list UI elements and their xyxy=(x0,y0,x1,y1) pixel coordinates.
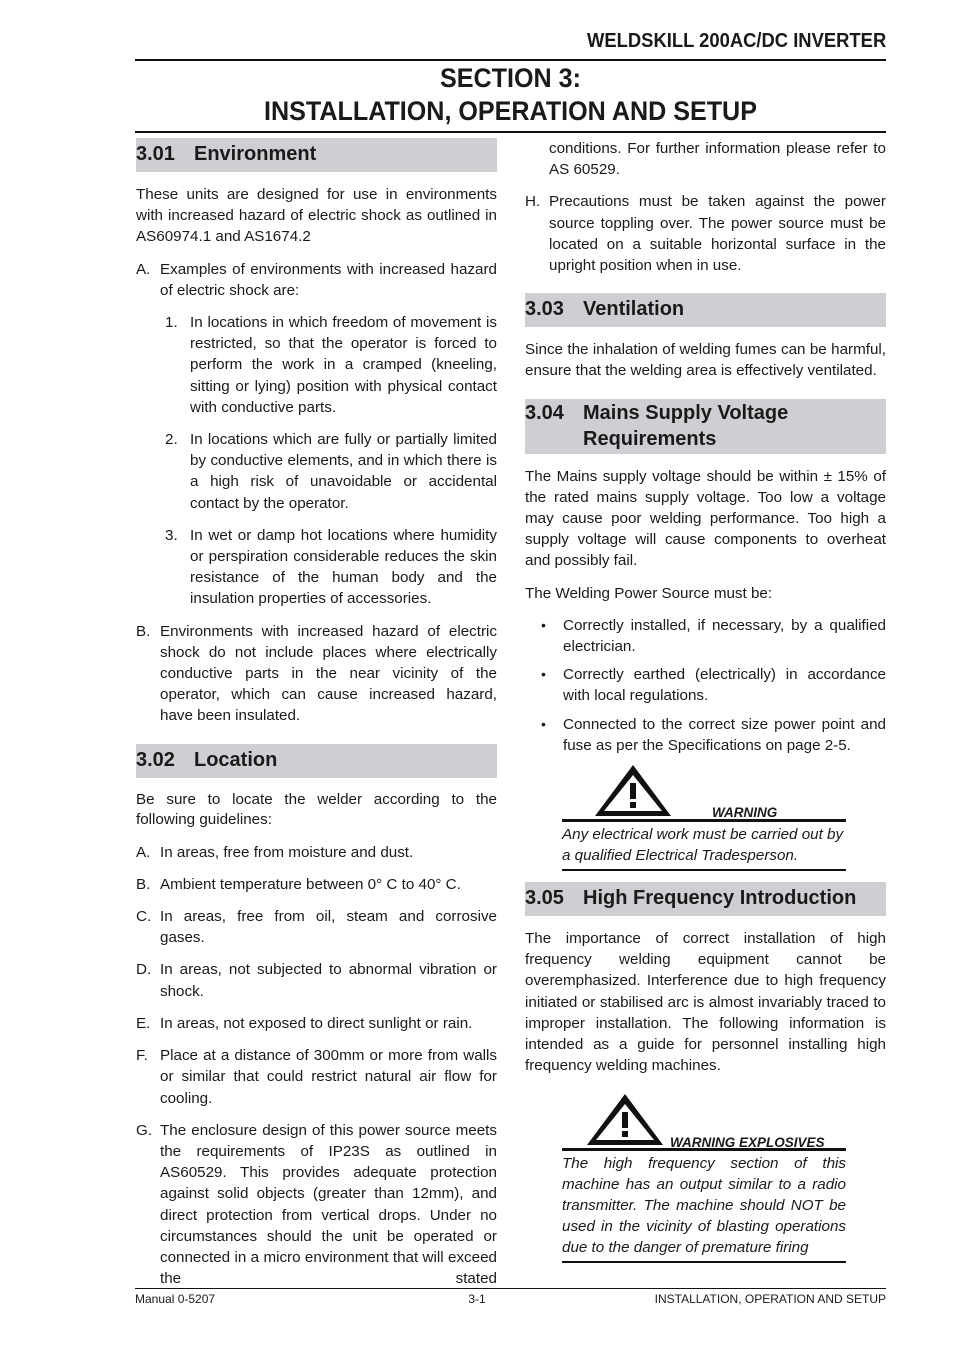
left-column xyxy=(136,138,497,1289)
location-item: B. Ambient temperature between 0° C to 40° C. xyxy=(136,875,461,893)
location-intro: Be sure to locate the welder according to the following guidelines: xyxy=(136,790,497,829)
section-title-line1: SECTION 3: xyxy=(440,63,581,93)
heading-3-01: 3.01 Environment xyxy=(136,138,497,172)
ventilation-text: Since the inhalation of welding fumes can be harmful, ensure that the welding area is effectively ventilated. xyxy=(525,341,886,380)
right-column xyxy=(525,138,886,1263)
warning-label: WARNING xyxy=(712,805,778,821)
section-rule xyxy=(135,131,886,133)
location-item: C. In areas, free from oil, steam and corrosive gases. xyxy=(136,908,497,947)
bullet-item: • Correctly installed, if necessary, by a qualified electrician. xyxy=(541,616,886,656)
bullet-item: • Correctly earthed (electrically) in accordance with local regulations. xyxy=(541,666,886,705)
warning-explosives-box xyxy=(562,1092,846,1263)
environment-item-b: B. Environments with increased hazard of electric shock do not include places where electrically conductive parts in the near vicinity of the operator, which can cause increased hazard, have been insulated. xyxy=(136,622,497,725)
bullet-item: • Connected to the correct size power point and fuse as per the Specifications on page 2-5. xyxy=(541,715,886,754)
location-item-g: G. The enclosure design of this power source meets the requirements of IP23S as outlined in AS60529. This provides adequate protection against solid objects (greater than 12mm), and direct protection from vertical drops. Under no circumstances should the unit be operated or connected in a micro environment that will exceed the stated xyxy=(136,1121,497,1288)
environment-subitem: 2. In locations which are fully or partially limited by conductive elements, and in which there is a high risk of unavoidable or accidental contact by the operator. xyxy=(165,431,497,512)
heading-3-03: 3.03 Ventilation xyxy=(525,293,886,327)
location-item-h: H. Precautions must be taken against the power source toppling over. The power source must be located on a suitable horizontal surface in the upright position when in use. xyxy=(525,193,886,275)
location-item: A. In areas, free from moisture and dust. xyxy=(136,843,414,861)
section-title xyxy=(161,62,859,128)
warning-triangle-icon xyxy=(562,763,846,819)
footer-manual-number: Manual 0-5207 xyxy=(135,1292,216,1306)
mains-supply-text: The Mains supply voltage should be within ± 15% of the rated mains supply voltage. Too low a voltage may cause poor welding performance. Too high a supply voltage will cause components to overheat and possibly fail. xyxy=(525,467,886,570)
warning-explosives-label: WARNING EXPLOSIVES xyxy=(670,1135,825,1151)
section-title-line2: INSTALLATION, OPERATION AND SETUP xyxy=(264,96,757,126)
location-item: D. In areas, not subjected to abnormal vibration or shock. xyxy=(136,961,497,1000)
location-item: F. Place at a distance of 300mm or more from walls or similar that could restrict natural air flow for cooling. xyxy=(136,1047,497,1107)
environment-intro: These units are designed for use in environments with increased hazard of electric shock as outlined in AS60974.1 and AS1674.2 xyxy=(136,186,497,246)
location-item: E. In areas, not exposed to direct sunlight or rain. xyxy=(136,1014,473,1032)
footer-rule xyxy=(135,1288,886,1289)
heading-3-02: 3.02 Location xyxy=(136,744,497,778)
warning-box xyxy=(562,763,846,871)
environment-item-a: A. Examples of environments with increased hazard of electric shock are: xyxy=(136,260,497,299)
footer-section-name: INSTALLATION, OPERATION AND SETUP xyxy=(654,1292,886,1306)
location-item-g-continued: conditions. For further information please refer to AS 60529. xyxy=(549,140,886,179)
warning-text: Any electrical work must be carried out by a qualified Electrical Tradesperson. xyxy=(562,826,844,865)
high-frequency-text: The importance of correct installation of high frequency welding equipment cannot be overemphasized. Interference due to high frequency initiated or stabilised arc is almost invariably traced to improper installation. The following information is intended as a guide for personnel installing high frequency welding machines. xyxy=(525,930,886,1075)
environment-subitem: 3. In wet or damp hot locations where humidity or perspiration considerable reduces the skin resistance of the human body and the insulation properties of accessories. xyxy=(165,526,497,608)
heading-3-05: 3.05 High Frequency Introduction xyxy=(525,882,886,916)
heading-3-04: 3.04 Mains Supply Voltage Requirements xyxy=(525,399,886,454)
environment-subitem: 1. In locations in which freedom of movement is restricted, so that the operator is forced to perform the work in a cramped (kneeling, sitting or lying) position with physical contact with conductive parts. xyxy=(165,314,497,416)
document-header-title: WELDSKILL 200AC/DC INVERTER xyxy=(586,30,886,52)
warning-explosives-text: The high frequency section of this machine has an output similar to a radio transmitter. The machine should NOT be used in the vicinity of blasting operations due to the danger of premature firing xyxy=(562,1155,846,1257)
header-rule xyxy=(135,59,886,61)
footer-page-number: 3-1 xyxy=(468,1292,486,1306)
power-source-intro: The Welding Power Source must be: xyxy=(525,584,773,602)
